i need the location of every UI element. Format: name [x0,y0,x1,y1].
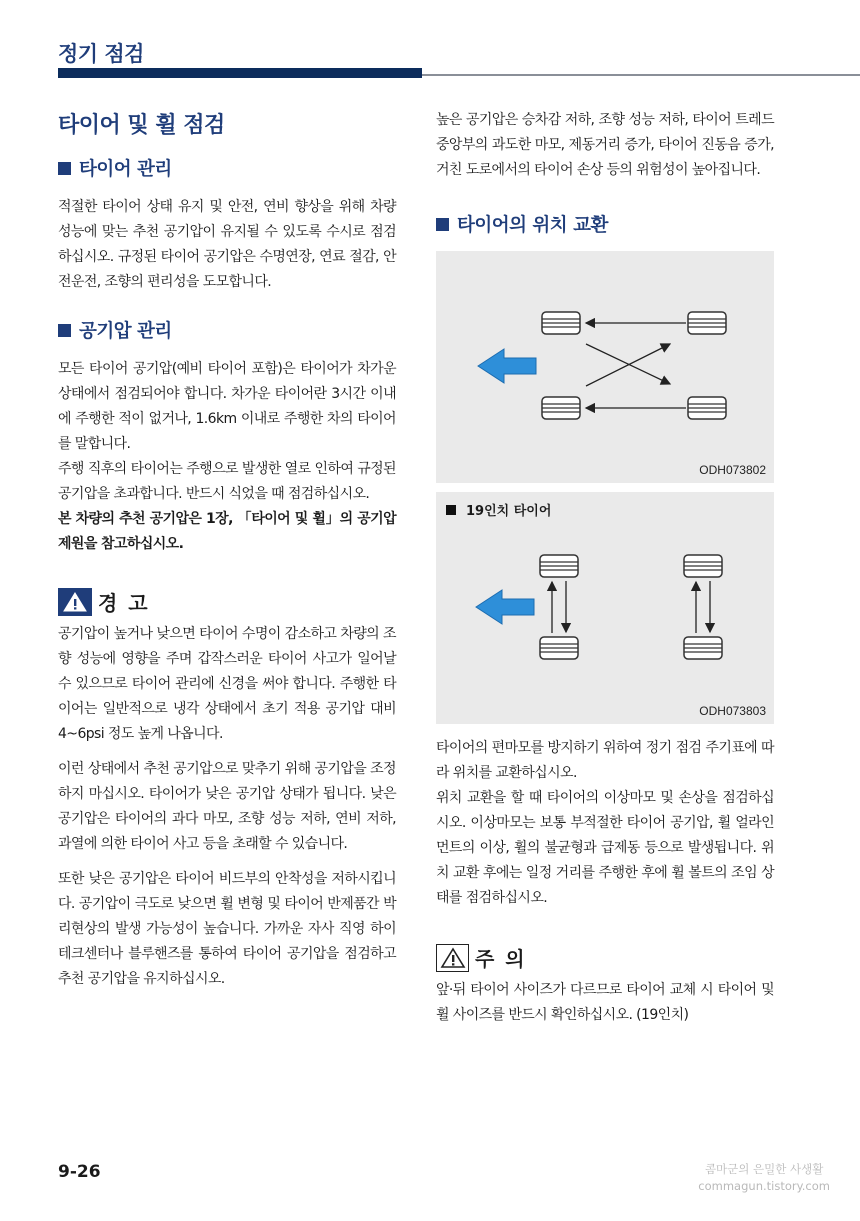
watermark: 콤마군의 은밀한 사생활 commagun.tistory.com [698,1162,830,1193]
warning-paragraph-3: 또한 낮은 공기압은 타이어 비드부의 안착성을 저하시킵니다. 공기압이 극도로 낮으면 휠 변형 및 타이어 반제품간 박리현상의 발생 가능성이 높습니다. 가까운 자사 직영 하이테크센터나 블루핸즈를 통하여 타이어 공기압을 점검하고 추천 공기압을 유지하십시오. [58,871,396,987]
tire-icon-front-right [540,637,578,659]
caution-label: 주 의 [475,947,527,971]
warning-paragraph-2: 이런 상태에서 추천 공기압으로 맞추기 위해 공기압을 조정하지 마십시오. 타이어가 낮은 공기압 상태가 됩니다. 낮은 공기압은 타이어의 과다 마모, 조향 성능 저하, 연비 저하, 과열에 의한 타이어 사고 등을 초래할 수 있습니다. [58,761,396,852]
header-bar-dark [58,68,422,78]
tire-icon-rear-right [684,637,722,659]
high-pressure-paragraph: 높은 공기압은 승차감 저하, 조향 성능 저하, 타이어 트레드 중앙부의 과도한 마모, 제동거리 증가, 타이어 진동음 증가, 거친 도로에서의 타이어 손상 등의 위험성이 높아집니다. [436,112,774,178]
direction-arrow-icon [478,349,536,383]
tire-icon-front-right [542,397,580,419]
header-title: 정기 점검 [58,42,144,66]
tire-icon-rear-left [688,312,726,334]
pressure-paragraph-1: 모든 타이어 공기압(예비 타이어 포함)은 타이어가 차가운 상태에서 점검되어야 합니다. 차가운 타이어란 3시간 이내에 주행한 적이 없거나, 1.6km 이내로 주행한 차의 타이어를 말합니다. [58,361,396,452]
subsection-title-rotation: 타이어의 위치 교환 [436,211,774,237]
subsection-title-pressure-mgmt: 공기압 관리 [58,317,396,343]
pressure-paragraph-3: 본 차량의 추천 공기압은 1장, 「타이어 및 휠」의 공기압 제원을 참고하십시오. [58,511,396,552]
caution-body: 앞·뒤 타이어 사이즈가 다르므로 타이어 교체 시 타이어 및 휠 사이즈를 반드시 확인하십시오. (19인치) [436,982,774,1023]
pressure-paragraph-2: 주행 직후의 타이어는 주행으로 발생한 열로 인하여 규정된 공기압을 초과합니다. 반드시 식었을 때 점검하십시오. [58,461,396,502]
direction-arrow-icon [476,590,534,624]
header-bar-light [422,74,860,76]
tire-icon-rear-right [688,397,726,419]
caution-heading [436,943,774,972]
square-bullet-icon [436,218,449,231]
warning-paragraph-1: 공기압이 높거나 낮으면 타이어 수명이 감소하고 차량의 조향 성능에 영향을 주며 갑작스러운 타이어 사고가 일어날 수 있으므로 타이어 관리에 신경을 써야 합니다. 주행한 타이어는 일반적으로 냉각 상태에서 초기 적용 공기압 대비 4~6psi 정도 높게 나옵니다. [58,626,396,742]
rotation-paragraph-2: 위치 교환을 할 때 타이어의 이상마모 및 손상을 점검하십시오. 이상마모는 보통 부적절한 타이어 공기압, 휠 얼라인먼트의 이상, 휠의 불균형과 급제동 등으로 발생됩니다. 위치 교환 후에는 일정 거리를 주행한 후에 휠 볼트의 조임 상태를 점검하십시오. [436,790,774,906]
figure-code-1: ODH073802 [699,463,766,477]
figure-caption-2: 19인치 타이어 [446,500,551,519]
tire-icon-rear-left [684,555,722,577]
section-title: 타이어 및 휠 점검 [58,113,225,138]
rotation-diagram-1 [436,251,774,483]
warning-heading [58,587,396,616]
rotation-figure-1 [436,251,774,483]
square-bullet-icon [446,505,456,515]
square-bullet-icon [58,162,71,175]
figure-code-2: ODH073803 [699,704,766,718]
rotation-diagram-2 [436,492,774,724]
rotation-figure-2 [436,492,774,724]
tire-icon-front-left [540,555,578,577]
page-number: 9-26 [58,1162,101,1182]
square-bullet-icon [58,324,71,337]
warning-triangle-icon [58,588,92,616]
tire-icon-front-left [542,312,580,334]
caution-triangle-icon [436,944,469,972]
left-column [58,108,396,992]
subsection-title-tire-mgmt: 타이어 관리 [58,155,396,181]
warning-label: 경 고 [98,591,150,615]
tire-mgmt-body: 적절한 타이어 상태 유지 및 안전, 연비 향상을 위해 차량 성능에 맞는 추천 공기압이 유지될 수 있도록 수시로 점검하십시오. 규정된 타이어 공기압은 수명연장, 연료 절감, 안전운전, 조향의 편리성을 도모합니다. [58,199,396,290]
right-column [436,108,774,1028]
rotation-paragraph-1: 타이어의 편마모를 방지하기 위하여 정기 점검 주기표에 따라 위치를 교환하십시오. [436,740,774,781]
